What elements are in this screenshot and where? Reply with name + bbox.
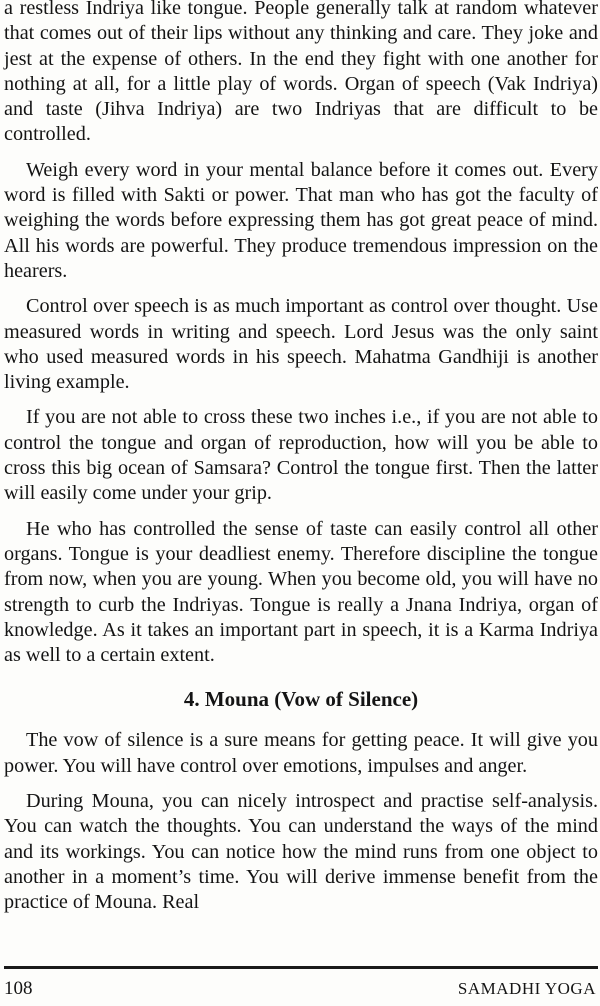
page-body [4, 0, 598, 926]
running-title: SAMADHI YOGA [457, 979, 596, 998]
paragraph: The vow of silence is a sure means for getting peace. It will give you power. You will have control over emotions, impulses and anger. [4, 729, 598, 777]
paragraph: If you are not able to cross these two inches i.e., if you are not able to control the tongue and organ of reproduction, how will you be able to cross this big ocean of Samsara? Control the tongue first. Then the latter will easily come under your grip. [4, 406, 598, 505]
paragraph: Weigh every word in your mental balance before it comes out. Every word is filled with Sakti or power. That man who has got the faculty of weighing the words before expressing them has got great peace of mind. All his words are powerful. They produce tremendous impression on the hearers. [4, 158, 598, 282]
paragraph: Control over speech is as much important as control over thought. Use measured words in writing and speech. Lord Jesus was the only saint who used measured words in his speech. Mahatma Gandhiji is another living example. [4, 295, 598, 394]
paragraph: During Mouna, you can nicely introspect and practise self-analysis. You can watch the thoughts. You can understand the ways of the mind and its workings. You can notice how the mind runs from one object to another in a moment’s time. You will derive immense benefit from the practice of Mouna. Real [4, 790, 598, 914]
page-footer [4, 974, 598, 1004]
page-number: 108 [4, 978, 33, 999]
footer-rule [4, 966, 598, 969]
paragraph: a restless Indriya like tongue. People generally talk at random whatever that comes out of their lips without any thinking and care. They joke and jest at the expense of others. In the end they fight with one another for nothing at all, for a little play of words. Organ of speech (Vak Indriya) and taste (Jihva Indriya) are two Indriyas that are difficult to be controlled. [4, 0, 598, 146]
paragraph: He who has controlled the sense of taste can easily control all other organs. Tongue is your deadliest enemy. Therefore discipline the tongue from now, when you are young. When you become old, you will have no strength to curb the Indriyas. Tongue is really a Jnana Indriya, organ of knowledge. As it takes an important part in speech, it is a Karma Indriya as well to a certain extent. [4, 517, 598, 667]
section-heading: 4. Mouna (Vow of Silence) [183, 687, 419, 712]
